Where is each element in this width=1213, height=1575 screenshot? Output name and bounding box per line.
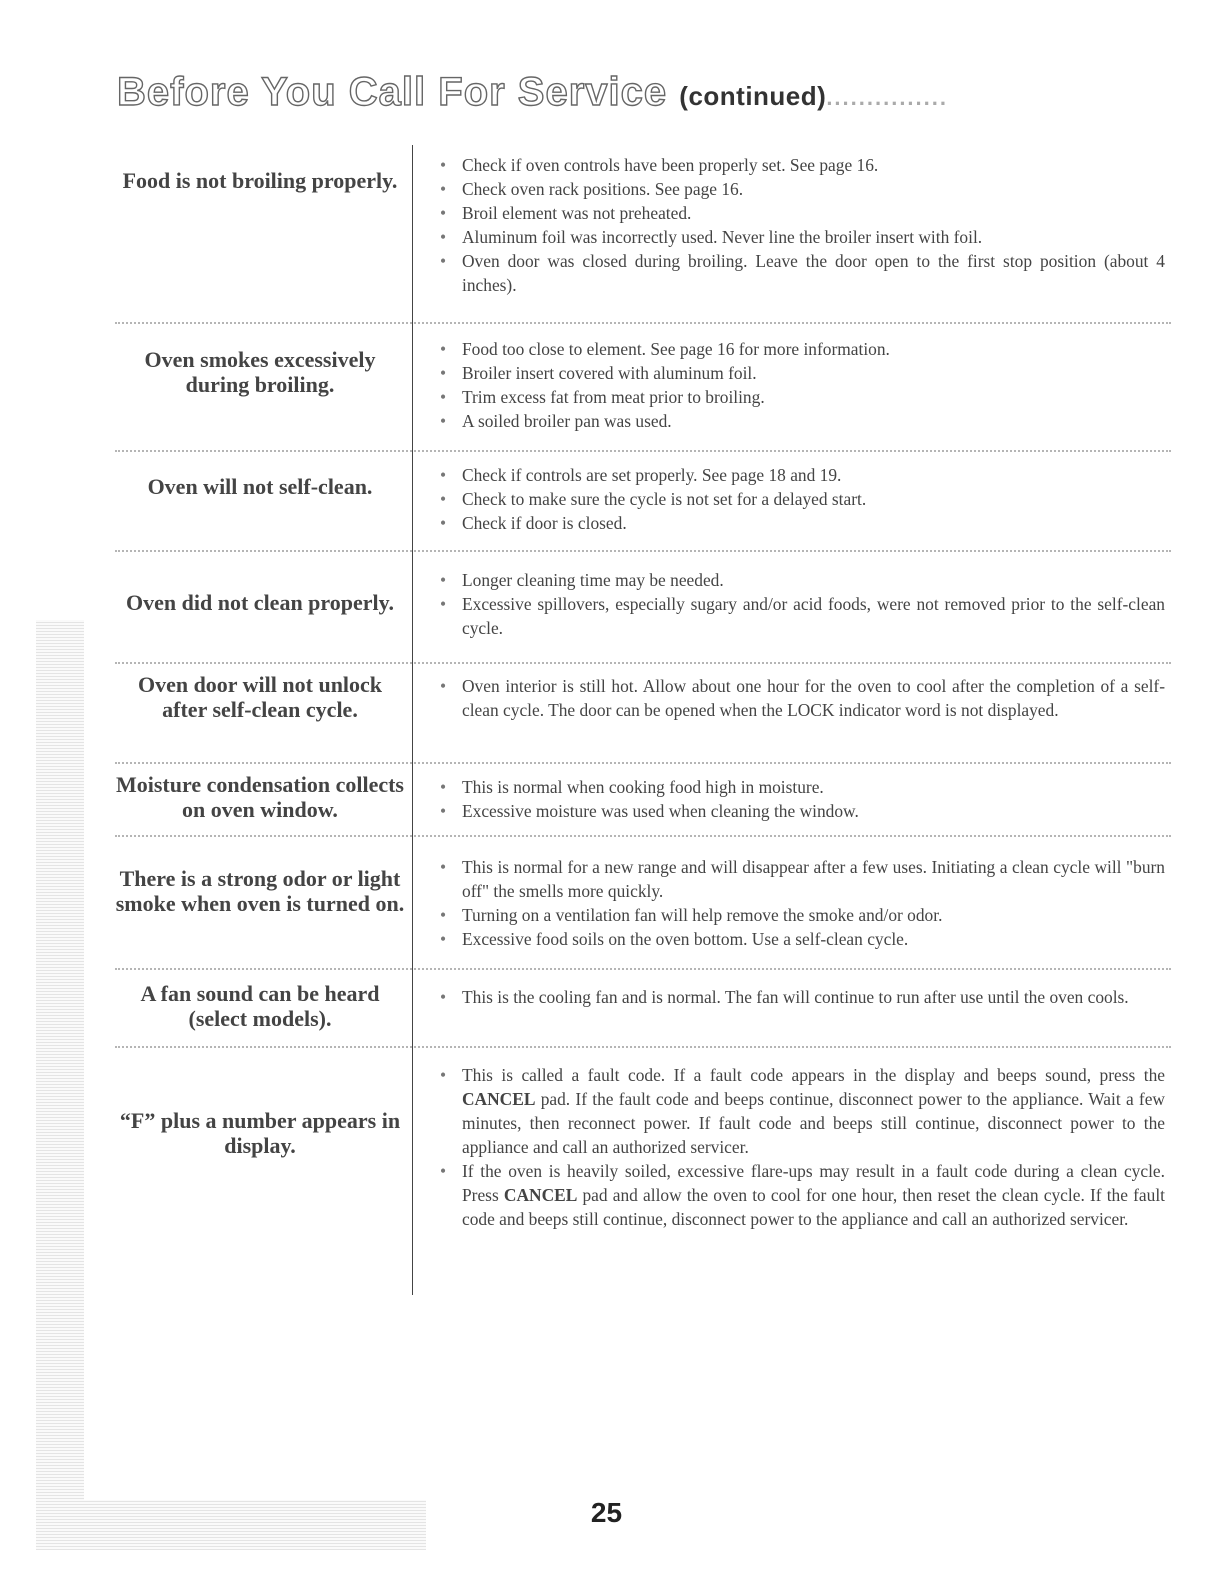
page-number: 25 [590,1497,623,1528]
row-separator [115,968,1171,970]
cause-item: • Broiler insert covered with aluminum foil. [440,361,1165,385]
cause-item: • Broil element was not preheated. [440,201,1165,225]
cause-item: • Food too close to element. See page 16 for more information. [440,337,1165,361]
cause-item: • Check if door is closed. [440,511,1165,535]
cause-text: If the oven is heavily soiled, excessive flare-ups may result in a fault code during a clean cycle. Press [462,1161,1165,1205]
cause-item: • A soiled broiler pan was used. [440,409,1165,433]
cause-item [440,1063,1165,1159]
row-separator [115,450,1171,452]
row-separator [115,550,1171,552]
problem-label: Oven door will not unlock after self-clean cycle. [137,672,383,722]
cause-list [440,775,1165,823]
title-text: Before You Call For Service [117,70,668,114]
cause-item: • This is normal when cooking food high in moisture. [440,775,1165,799]
cause-item: • Turning on a ventilation fan will help remove the smoke and/or odor. [440,903,1165,927]
cause-list [440,855,1165,951]
cause-item: • This is the cooling fan and is normal. The fan will continue to run after use until the oven cools. [440,985,1165,1009]
cause-text: pad and allow the oven to cool for one hour, then reset the clean cycle. If the fault code and beeps still continue, disconnect power to the appliance and call an authorized servicer. [462,1185,1165,1229]
cause-list [440,1063,1165,1231]
page-title [117,70,948,115]
cause-list [440,463,1165,535]
cause-item: • Oven interior is still hot. Allow about one hour for the oven to cool after the completion of a self-clean cycle. The door can be opened when the LOCK indicator word is not displayed. [440,674,1165,722]
cause-list [440,568,1165,640]
cause-item: • Excessive moisture was used when cleaning the window. [440,799,1165,823]
cause-list [440,674,1165,722]
cause-item: • Check oven rack positions. See page 16. [440,177,1165,201]
row-separator [115,322,1171,324]
title-continued: (continued) [679,81,827,111]
side-strip [36,620,84,1550]
problem-label: Moisture condensation collects on oven window. [115,772,404,822]
row-separator [115,762,1171,764]
cause-item: • Longer cleaning time may be needed. [440,568,1165,592]
cancel-pad-label: CANCEL [462,1089,536,1109]
problem-label: “F” plus a number appears in display. [119,1108,401,1158]
problem-label: A fan sound can be heard (select models). [140,981,380,1031]
row-separator [115,662,1171,664]
column-divider [412,145,413,1295]
cause-text: pad. If the fault code and beeps continue, disconnect power to the appliance. Wait a few minutes, then reconnect power. If fault code and beeps still continue, disconnect power to the appliance and call an authorized servicer. [462,1089,1165,1157]
cause-item [440,1159,1165,1231]
problem-label: There is a strong odor or light smoke when oven is turned on. [115,866,405,916]
row-separator [115,1046,1171,1048]
cause-item: • Excessive spillovers, especially sugary and/or acid foods, were not removed prior to the self-clean cycle. [440,592,1165,640]
cause-text: This is called a fault code. If a fault code appears in the display and beeps sound, press the [462,1065,1165,1085]
cause-item: • Check if controls are set properly. See page 18 and 19. [440,463,1165,487]
row-separator [115,835,1171,837]
cause-item: • Check if oven controls have been properly set. See page 16. [440,153,1165,177]
cause-item: • Trim excess fat from meat prior to broiling. [440,385,1165,409]
cause-item: • Aluminum foil was incorrectly used. Never line the broiler insert with foil. [440,225,1165,249]
problem-label: Food is not broiling properly. [122,168,398,193]
cause-item: • Check to make sure the cycle is not set for a delayed start. [440,487,1165,511]
cause-list [440,153,1165,297]
problem-label: Oven will not self-clean. [147,474,373,499]
cause-item: • This is normal for a new range and will disappear after a few uses. Initiating a clean cycle will "burn off" the smells more quickly. [440,855,1165,903]
problem-label: Oven smokes excessively during broiling. [144,347,376,397]
problem-label: Oven did not clean properly. [126,590,394,615]
cause-item: • Oven door was closed during broiling. Leave the door open to the first stop position (about 4 inches). [440,249,1165,297]
cause-item: • Excessive food soils on the oven bottom. Use a self-clean cycle. [440,927,1165,951]
cause-list [440,337,1165,433]
cancel-pad-label: CANCEL [503,1185,578,1205]
title-dots: ............... [826,85,948,110]
cause-list [440,985,1165,1009]
